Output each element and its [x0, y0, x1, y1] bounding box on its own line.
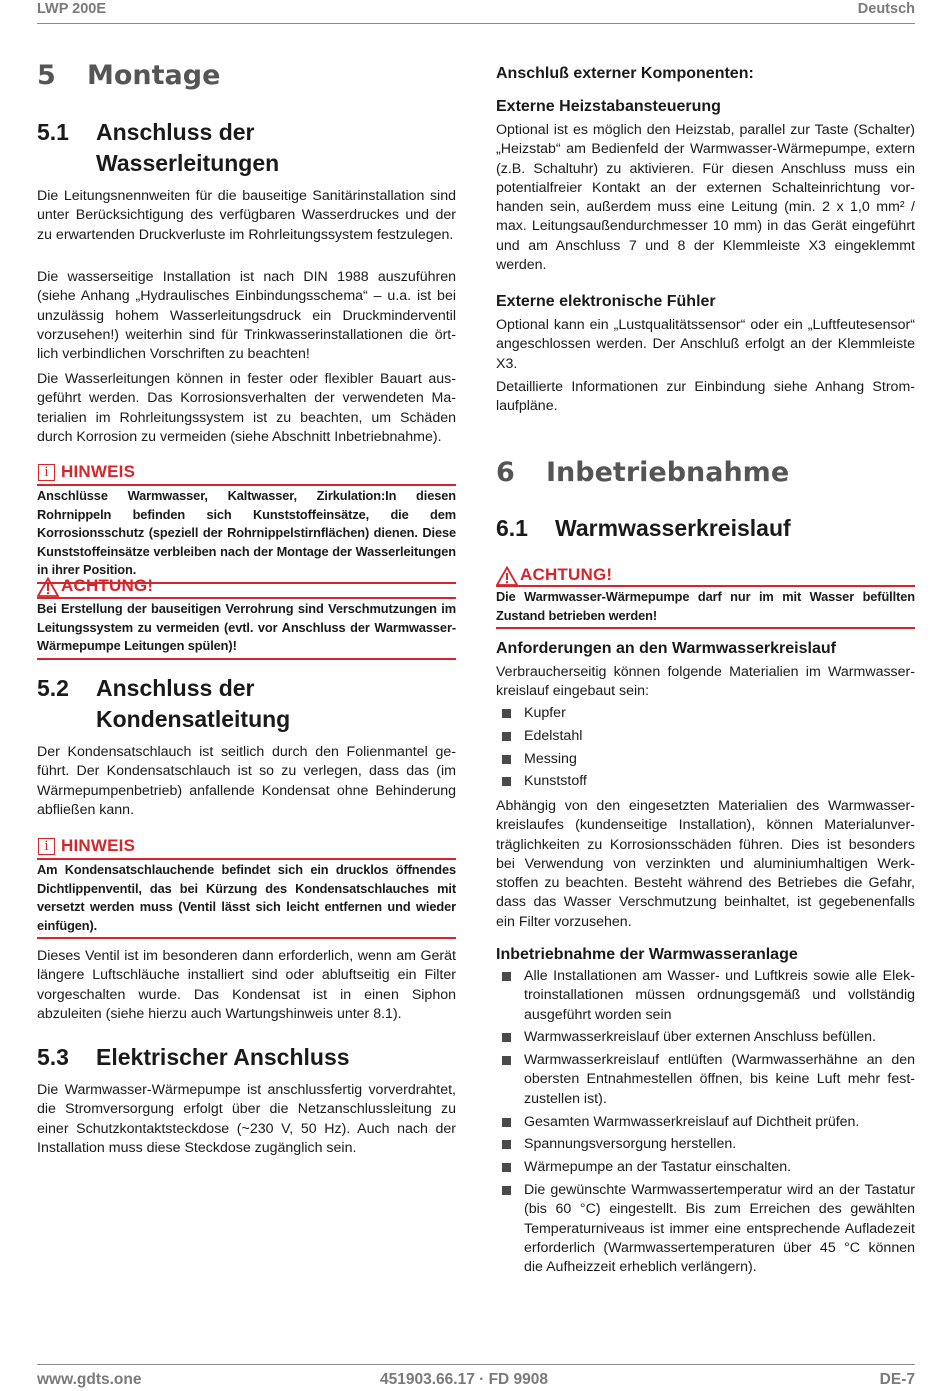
section-number: 5.3	[37, 1044, 69, 1070]
list-item: Messing	[496, 750, 915, 769]
paragraph: Optional ist es möglich den Heizstab, parallel zur Taste (Schalter) „Heizstab“ am Bedienfeld der Warmwasser-Wärmepumpe, extern (z.B. Schaltuhr) zu aktivieren. Für diesen Anschluss muss ein potentialfreier Kontakt an der externen Schalteinrichtung vorhanden sein, außerdem muss eine Leitung (min. 2 x 1,0 mm² / max. Leitungsaußendurchmesser 10 mm) in das Gerät eingeführt und am Anschluss 7 und 8 der Klemmleiste X3 eingeklemmt werden.	[496, 122, 915, 274]
notice-label: HINWEIS	[61, 836, 136, 855]
square-bullet-icon	[502, 709, 511, 718]
paragraph: Optional kann ein „Lustqualitätssensor“ oder ein „Luftfeutesensor“ angeschlossen werden. Der Anschluß erfolgt an der Klemmleiste X3.	[496, 317, 915, 372]
section-number: 5	[37, 60, 56, 91]
notice-label: ACHTUNG!	[61, 576, 154, 595]
section-number: 6.1	[496, 515, 528, 541]
footer-doc-number: 451903.66.17 · FD 9908	[380, 1371, 549, 1388]
achtung-notice-header	[37, 577, 456, 599]
hinweis-notice-header	[37, 837, 456, 859]
subheading: Inbetriebnahme der Warmwasseranlage	[496, 946, 798, 963]
subheading: Externe Heizstabansteuerung	[496, 98, 721, 115]
square-bullet-icon	[502, 777, 511, 786]
section-title: Montage	[87, 60, 221, 91]
list-item: Edelstahl	[496, 727, 915, 746]
list-item: Warmwasserkreislauf entlüften (Warmwasserhähne an den obersten Entnahmestellen öffnen, bis keine Luft mehr festzustellen ist).	[496, 1051, 915, 1109]
square-bullet-icon	[502, 1140, 511, 1149]
list-item: Alle Installationen am Wasser- und Luftkreis sowie alle Elektroinstallationen müssen ordnungsgemäß und vollständig ausgeführt worden sein	[496, 967, 915, 1025]
list-item: Warmwasserkreislauf über externen Anschluss befüllen.	[496, 1028, 915, 1047]
paragraph: Verbraucherseitig können folgende Materialien im Warmwasserkreislauf eingebaut sein:	[496, 664, 915, 700]
page-header	[37, 0, 915, 24]
section-6-heading	[496, 457, 915, 491]
subheading: Anschluß externer Komponenten:	[496, 65, 754, 82]
list-item: Die gewünschte Warmwassertemperatur wird an der Tastatur (bis 60 °C) eingestellt. Bis zum Erreichen des gewählten Temperaturniveaus ist immer eine entsprechende Aufladezeit erforderlich (Warmwassertemperaturen über 45 °C können die Aufheizzeit erheblich verlängern).	[496, 1181, 915, 1277]
section-title: Inbetriebnahme	[546, 457, 790, 488]
paragraph: Die Warmwasser-Wärmepumpe ist anschlussfertig vorverdrahtet, die Stromversorgung erfolgt über die Netzanschlussleitung zu einer Schutzkontaktsteckdose (~230 V, 50 Hz). Auch nach der Installation muss diese Steckdose zugänglich sein.	[37, 1082, 456, 1156]
square-bullet-icon	[502, 1186, 511, 1195]
section-6-1-heading	[496, 513, 915, 544]
paragraph: Detaillierte Informationen zur Einbindung siehe Anhang Stromlaufpläne.	[496, 379, 915, 415]
page-footer	[37, 1364, 915, 1391]
square-bullet-icon	[502, 972, 511, 981]
info-icon: i	[38, 838, 55, 855]
square-bullet-icon	[502, 732, 511, 741]
subheading: Externe elektronische Fühler	[496, 293, 716, 310]
hinweis-notice-header	[37, 463, 456, 485]
square-bullet-icon	[502, 1118, 511, 1127]
hinweis-notice-text: Anschlüsse Warmwasser, Kaltwasser, Zirkulation:In diesen Rohrnippeln befinden sich Kunststoffeinsätze, die dem Korrosionsschutz (speziell der Rohrnippelstirnflächen) dienen. Diese Kunststoffeinsätze verbleiben nach der Montage der Wasserleitungen in ihrer Position.	[37, 484, 456, 584]
square-bullet-icon	[502, 755, 511, 764]
section-5-heading	[37, 60, 456, 94]
paragraph: Die wasserseitige Installation ist nach DIN 1988 auszuführen (siehe Anhang „Hydraulisches Einbindungsschema“ – u.a. ist bei unzulässig hohem Wasserleitungsdruck ein Druckminderventil vorzusehen!) weiterhin sind für Trinkwasserinstallationen die örtlich verbindlichen Vorschriften zu beachten!	[37, 269, 456, 363]
notice-label: HINWEIS	[61, 462, 136, 481]
section-5-1-heading	[37, 117, 456, 179]
info-icon: i	[38, 464, 55, 481]
section-title-line-1: Anschluss der	[96, 119, 255, 145]
list-item: Gesamten Warmwasserkreislauf auf Dichtheit prüfen.	[496, 1113, 915, 1132]
list-item: Wärmepumpe an der Tastatur einschalten.	[496, 1158, 915, 1177]
subheading: Anforderungen an den Warmwasserkreislauf	[496, 640, 836, 657]
list-item: Kupfer	[496, 704, 915, 723]
materials-list	[496, 704, 915, 792]
section-number: 6	[496, 457, 515, 488]
square-bullet-icon	[502, 1163, 511, 1172]
commissioning-steps-list	[496, 967, 915, 1277]
achtung-notice-text: Bei Erstellung der bauseitigen Verrohrung sind Verschmutzungen im Leitungssystem zu vermeiden (evtl. vor Anschluss der Warmwasser-Wärmepumpe Leitungen spülen)!	[37, 597, 456, 660]
paragraph: Die Wasserleitungen können in fester oder flexibler Bauart ausgeführt werden. Das Korrosionsverhalten der verwendeten Materialien im Rohrleitungssystem ist zu beachten, um Schäden durch Korrosion zu vermeiden (siehe Abschnitt Inbetriebnahme).	[37, 371, 456, 445]
warning-triangle-icon	[496, 566, 518, 586]
notice-label: ACHTUNG!	[520, 565, 613, 584]
paragraph: Die Leitungsnennweiten für die bauseitige Sanitärinstallation sind unter Berücksichtigung des verfügbaren Wasserdruckes und der zu erwartenden Druckverluste im Rohrleitungssystem festzulegen.	[37, 188, 456, 243]
section-title-line-1: Anschluss der	[96, 675, 255, 701]
header-model: LWP 200E	[37, 1, 107, 17]
paragraph: Der Kondensatschlauch ist seitlich durch den Folienmantel geführt. Der Kondensatschlauch ist so zu verlegen, dass das (im Wärmepumpenbetrieb) anfallende Kondensat ohne Behinderung abfließen kann.	[37, 744, 456, 818]
section-title-line-2: Kondensatleitung	[96, 706, 291, 732]
footer-page-number: DE-7	[879, 1371, 915, 1388]
header-language: Deutsch	[857, 1, 915, 17]
achtung-notice-text: Die Warmwasser-Wärmepumpe darf nur im mit Wasser befüllten Zustand betrieben werden!	[496, 585, 915, 629]
section-5-3-heading	[37, 1042, 456, 1073]
section-title: Warmwasserkreislauf	[555, 515, 791, 541]
footer-website: www.gdts.one	[37, 1371, 142, 1388]
section-5-2-heading	[37, 673, 456, 735]
section-number: 5.2	[37, 675, 69, 701]
section-number: 5.1	[37, 119, 69, 145]
section-title: Elektrischer Anschluss	[96, 1044, 350, 1070]
square-bullet-icon	[502, 1033, 511, 1042]
square-bullet-icon	[502, 1056, 511, 1065]
list-item: Kunststoff	[496, 772, 915, 791]
section-title-line-2: Wasserleitungen	[96, 150, 280, 176]
warning-triangle-icon	[37, 577, 59, 597]
paragraph: Dieses Ventil ist im besonderen dann erforderlich, wenn am Gerät längere Luftschläuche installiert sind oder abluftseitig ein Filter vorgeschalten wurde. Das Kondensat ist in einen Siphon abzuleiten (siehe hierzu auch Wartungshinweis unter 8.1).	[37, 948, 456, 1022]
paragraph: Abhängig von den eingesetzten Materialien des Warmwasserkreislaufes (kundenseitige Installation), können Materialunverträglichkeiten zu Korrosionsschäden führen. Dies ist besonders bei Verwendung von verzinkten und aluminiumhaltigen Werkstoffen zu beachten. Besteht während des Betriebes die Gefahr, dass das Wasser Verschmutzung beinhaltet, ist gegebenenfalls ein Filter vorzusehen.	[496, 798, 915, 930]
list-item: Spannungsversorgung herstellen.	[496, 1135, 915, 1154]
hinweis-notice-text: Am Kondensatschlauchende befindet sich ein drucklos öffnendes Dichtlippenventil, das bei Kürzung des Kondensatschlauches mit versetzt werden muss (Ventil lässt sich leicht entfernen und wieder einfügen).	[37, 858, 456, 939]
